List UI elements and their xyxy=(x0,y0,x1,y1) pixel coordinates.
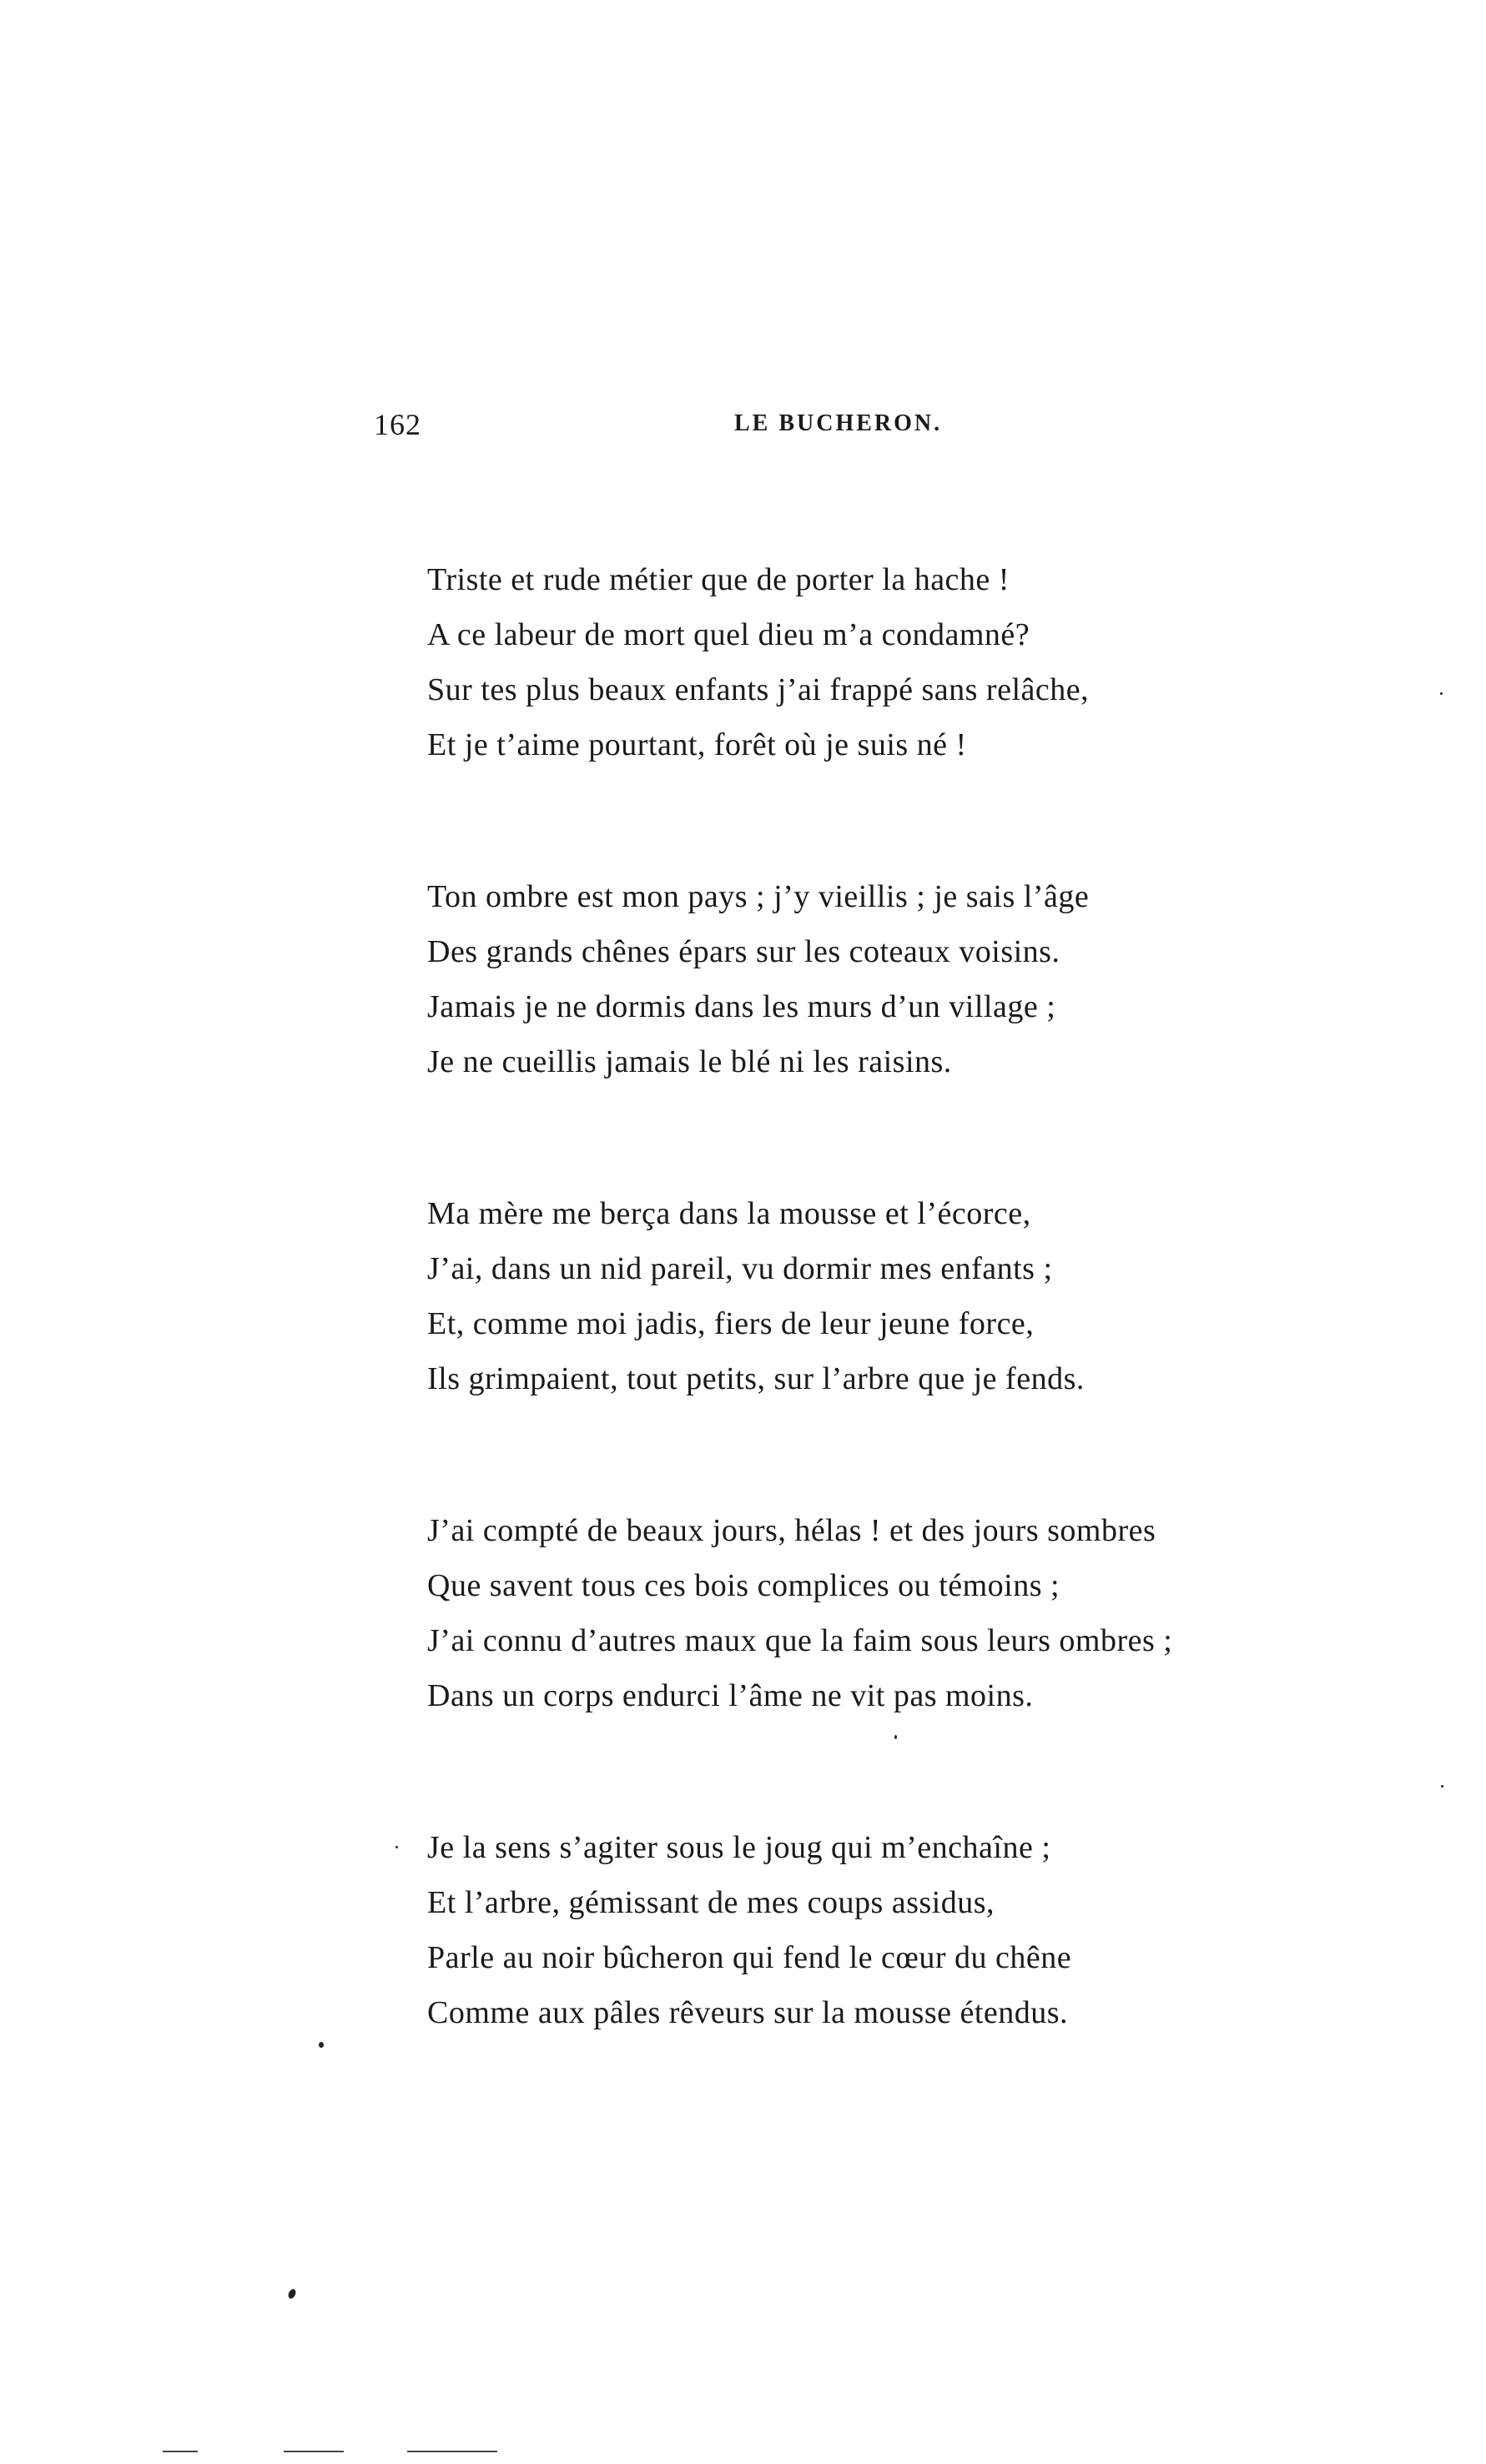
poem-line: J’ai compté de beaux jours, hélas ! et des jours sombres xyxy=(427,1513,1156,1548)
poem-line: Des grands chênes épars sur les coteaux voisins. xyxy=(427,934,1060,969)
poem-line: J’ai, dans un nid pareil, vu dormir mes enfants ; xyxy=(427,1251,1053,1286)
poem-line: Et, comme moi jadis, fiers de leur jeune force, xyxy=(427,1306,1035,1341)
poem-line: J’ai connu d’autres maux que la faim sous leurs ombres ; xyxy=(427,1623,1173,1658)
poem-line: Comme aux pâles rêveurs sur la mousse étendus. xyxy=(427,1995,1069,2030)
scan-speck xyxy=(395,1846,398,1848)
poem-line: Je ne cueillis jamais le blé ni les raisins. xyxy=(427,1044,952,1079)
scan-speck xyxy=(319,2042,324,2048)
poem-line: Et je t’aime pourtant, forêt où je suis né ! xyxy=(427,727,967,762)
bottom-rule xyxy=(284,2451,344,2452)
stanza-4 xyxy=(427,1503,1312,1723)
stanza-5 xyxy=(427,1820,1312,2040)
scan-speck xyxy=(894,1735,897,1739)
poem-line: Que savent tous ces bois complices ou témoins ; xyxy=(427,1568,1060,1603)
stanza-3 xyxy=(427,1186,1312,1406)
scan-speck xyxy=(1440,692,1443,695)
scan-speck xyxy=(287,2288,297,2300)
poem-line: Parle au noir bûcheron qui fend le cœur du chêne xyxy=(427,1940,1072,1975)
poem-line: Ils grimpaient, tout petits, sur l’arbre que je fends. xyxy=(427,1361,1085,1396)
scan-speck xyxy=(1441,1785,1443,1788)
poem-line: Triste et rude métier que de porter la hache ! xyxy=(427,562,1010,597)
bottom-rule xyxy=(163,2451,198,2452)
poem-line: Jamais je ne dormis dans les murs d’un village ; xyxy=(427,989,1056,1024)
poem-line: Sur tes plus beaux enfants j’ai frappé sans relâche, xyxy=(427,672,1090,707)
poem-line: Ma mère me berça dans la mousse et l’écorce, xyxy=(427,1196,1031,1231)
poem-line: A ce labeur de mort quel dieu m’a condamné? xyxy=(427,617,1030,652)
poem-line: Ton ombre est mon pays ; j’y vieillis ; je sais l’âge xyxy=(427,879,1090,914)
stanza-1 xyxy=(427,552,1312,772)
page-number: 162 xyxy=(374,408,421,441)
poem xyxy=(427,552,1312,2137)
stanza-2 xyxy=(427,869,1312,1089)
poem-line: Je la sens s’agiter sous le joug qui m’enchaîne ; xyxy=(427,1830,1051,1865)
poem-line: Et l’arbre, gémissant de mes coups assidus, xyxy=(427,1885,995,1920)
poem-line: Dans un corps endurci l’âme ne vit pas moins. xyxy=(427,1678,1034,1713)
bottom-rule xyxy=(407,2451,497,2452)
running-title: LE BUCHERON. xyxy=(734,410,943,436)
